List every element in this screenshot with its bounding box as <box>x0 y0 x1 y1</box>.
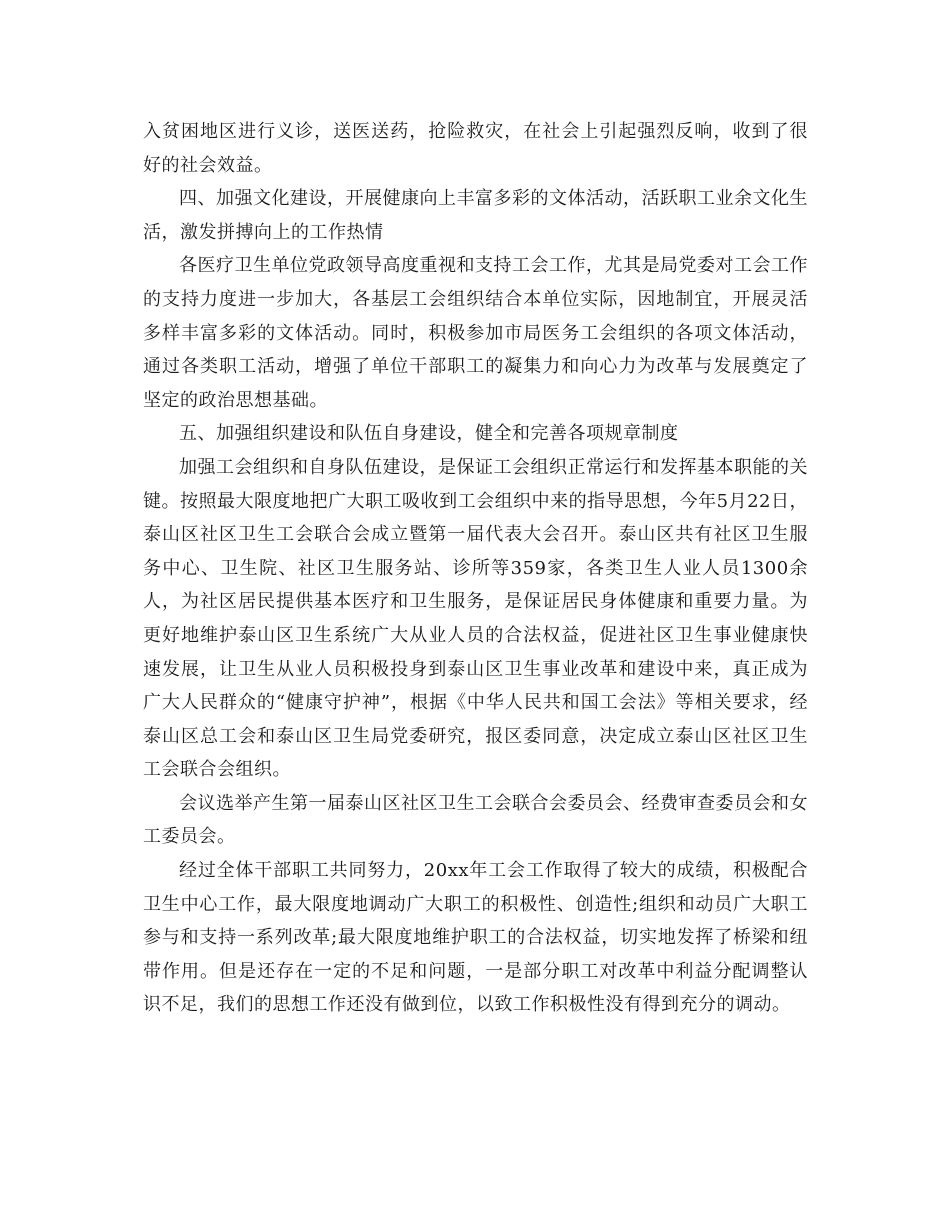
paragraph-continuation: 入贫困地区进行义诊，送医送药，抢险救灾，在社会上引起强烈反响，收到了很好的社会效益。 <box>143 121 808 176</box>
paragraph-organization: 加强工会组织和自身队伍建设，是保证工会组织正常运行和发挥基本职能的关键。按照最大限度地把广大职工吸收到工会组织中来的指导思想，今年5月22日，泰山区社区卫生工会联合会成立暨第一届代表大会召开。泰山区共有社区卫生服务中心、卫生院、社区卫生服务站、诊所等359家，各类卫生人业人员1300余人，为社区居民提供基本医疗和卫生服务，是保证居民身体健康和重要力量。为更好地维护泰山区卫生系统广大从业人员的合法权益，促进社区卫生事业健康快速发展，让卫生从业人员积极投身到泰山区卫生事业改革和建设中来，真正成为广大人民群众的“健康守护神”，根据《中华人民共和国工会法》等相关要求，经泰山区总工会和泰山区卫生局党委研究，报区委同意，决定成立泰山区社区卫生工会联合会组织。 <box>143 456 808 781</box>
section-heading-four: 四、加强文化建设，开展健康向上丰富多彩的文体活动，活跃职工业余文化生活，激发拼搏向上的工作热情 <box>143 188 808 243</box>
section-heading-five: 五、加强组织建设和队伍自身建设，健全和完善各项规章制度 <box>179 423 679 445</box>
paragraph-culture: 各医疗卫生单位党政领导高度重视和支持工会工作，尤其是局党委对工会工作的支持力度进一步加大，各基层工会组织结合本单位实际，因地制宜，开展灵活多样丰富多彩的文体活动。同时，积极参加市局医务工会组织的各项文体活动，通过各类职工活动，增强了单位干部职工的凝集力和向心力为改革与发展奠定了坚定的政治思想基础。 <box>143 255 808 411</box>
document-body <box>143 115 808 1022</box>
paragraph-summary: 经过全体干部职工共同努力，20xx年工会工作取得了较大的成绩，积极配合卫生中心工作，最大限度地调动广大职工的积极性、创造性;组织和动员广大职工参与和支持一系列改革;最大限度地维护职工的合法权益，切实地发挥了桥梁和纽带作用。但是还存在一定的不足和问题，一是部分职工对改革中利益分配调整认识不足，我们的思想工作还没有做到位，以致工作积极性没有得到充分的调动。 <box>143 860 808 1016</box>
paragraph-election: 会议选举产生第一届泰山区社区卫生工会联合会委员会、经费审查委员会和女工委员会。 <box>143 792 808 848</box>
